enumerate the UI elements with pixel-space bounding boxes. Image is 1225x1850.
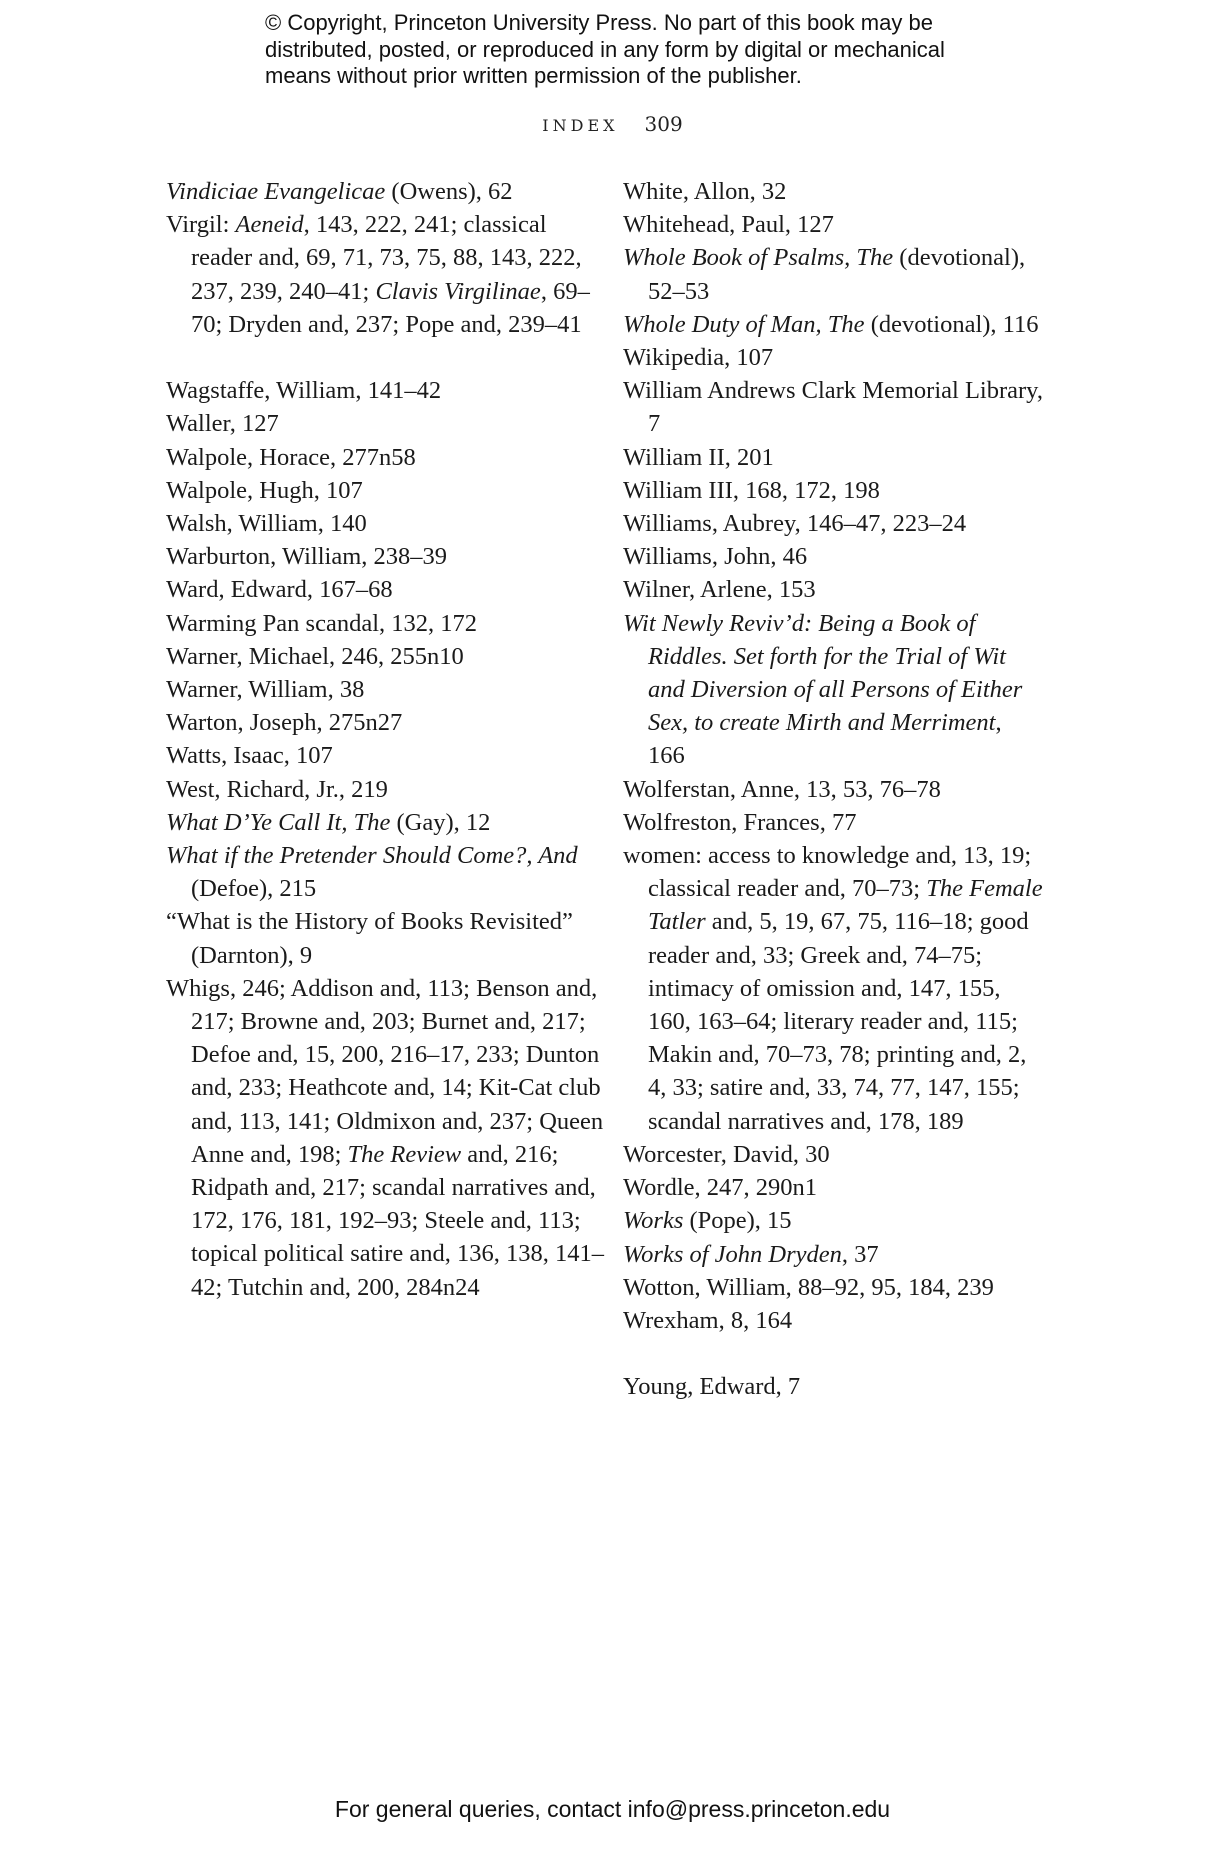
index-entry [166,607,606,640]
index-entry [166,374,606,407]
index-entry-text: Waller, 127 [166,410,279,438]
index-entry [623,308,1043,341]
index-entry [623,474,1043,507]
index-entry-text: Warton, Joseph, 275n27 [166,709,403,737]
index-entry [623,773,1043,806]
index-entry [623,341,1043,374]
index-entry-text: William III, 168, 172, 198 [623,476,880,504]
index-entry-text: and, 216; Ridpath and, 217; scandal narratives and, 172, 176, 181, 192–93; Steele and, 113; topical political satire and, 136, 138, 141–42; Tutchin and, 200, 284n24 [191,1140,605,1301]
index-entry-text: White, Allon, 32 [623,178,787,205]
index-entry [166,474,606,507]
index-entry [166,673,606,706]
index-entry-text: Walsh, William, 140 [166,510,367,538]
index-entry [166,407,606,440]
index-entry [166,175,606,208]
index-entry-text: and, 5, 19, 67, 75, 116–18; good reader and, 33; Greek and, 74–75; intimacy of omission and, 147, 155, 160, 163–64; literary reader and, 115; Makin and, 70–73, 78; printing and, 2, 4, 33; satire and, 33, 74, 77, 147, 155; scandal narratives and, 178, 189 [648,908,1029,1135]
index-entry [623,607,1043,773]
index-entry-text: Wotton, William, 88–92, 95, 184, 239 [623,1273,994,1301]
index-entry-text: Young, Edward, 7 [623,1373,801,1401]
index-entry [623,507,1043,540]
index-entry-title: What if the Pretender Should Come?, And [166,842,578,870]
index-entry-text: Wolferstan, Anne, 13, 53, 76–78 [623,775,941,803]
index-entry [623,175,1043,208]
index-entry-text: Walpole, Horace, 277n58 [166,443,416,471]
index-entry-text: (Owens), 62 [385,178,513,205]
index-entry [166,972,606,1304]
index-entry [623,1171,1043,1204]
index-entry [166,573,606,606]
index-entry-text: (devotional), 52–53 [648,244,1026,305]
index-entry-title: The Review [347,1140,462,1168]
index-entry-text: Worcester, David, 30 [623,1140,830,1168]
index-entry [166,905,606,971]
index-entry-title: Clavis Virgilinae [375,277,541,305]
copyright-notice [265,10,1025,90]
index-entry [166,839,606,905]
index-entry [166,806,606,839]
index-entry [166,706,606,739]
index-entry-text: Warner, William, 38 [166,676,365,704]
index-entry-text: Wagstaffe, William, 141–42 [166,377,442,405]
index-entry-text: (Defoe), 215 [191,875,317,903]
index-entry-text: women: access to knowledge and, 13, 19; classical reader and, 70–73; [623,842,1032,903]
index-entry-title: Aeneid [235,211,304,239]
index-entry-text: , 69–70; Dryden and, 237; Pope and, 239–41 [191,277,590,338]
index-column-right [623,175,1043,1404]
index-entry-text: “What is the History of Books Revisited” (Darnton), 9 [166,908,573,969]
index-entry-text: Wilner, Arlene, 153 [623,576,816,604]
copyright-line: means without prior written permission of the publisher. [265,63,802,88]
index-entry [623,374,1043,440]
index-entry [623,1204,1043,1237]
index-entry-text: Virgil: [166,211,236,239]
index-entry [623,441,1043,474]
index-entry [623,208,1043,241]
index-entry-text: Warming Pan scandal, 132, 172 [166,609,478,637]
index-entry-text: Wolfreston, Frances, 77 [623,808,857,836]
index-entry-text: Whigs, 246; Addison and, 113; Benson and, 217; Browne and, 203; Burnet and, 217; Defoe and, 15, 200, 216–17, 233; Dunton and, 233; Heathcote and, 14; Kit-Cat club and, 113, 141; Oldmixon and, 237; Queen Anne and, 198; [166,974,604,1168]
index-entry-text: Williams, John, 46 [623,543,808,571]
running-header [0,112,1225,136]
index-entry-text: William Andrews Clark Memorial Library, 7 [623,377,1043,438]
index-entry [623,806,1043,839]
index-entry-title: What D’Ye Call It, The [166,808,391,836]
copyright-line: © Copyright, Princeton University Press. No part of this book may be [265,10,933,35]
index-entry-text: Wrexham, 8, 164 [623,1306,793,1334]
index-entry-text: Watts, Isaac, 107 [166,742,333,770]
index-entry-title: The Female Tatler [648,875,1043,936]
index-entry-text: , 166 [648,709,1002,770]
index-entry-text: , 37 [841,1240,879,1268]
index-entry-text: Williams, Aubrey, 146–47, 223–24 [623,510,967,538]
index-entry [623,839,1043,1138]
index-entry-text: West, Richard, Jr., 219 [166,775,388,803]
index-entry-title: Wit Newly Reviv’d: Being a Book of Riddles. Set forth for the Trial of Wit and Diversion of all Persons of Either Sex, to create Mirth and Merriment [623,609,1023,737]
index-entry [166,640,606,673]
index-entry [166,739,606,772]
index-entry-text: Ward, Edward, 167–68 [166,576,393,604]
index-entry-text: William II, 201 [623,443,774,471]
header-label: INDEX [542,116,619,135]
index-entry-title: Whole Duty of Man, The [623,310,865,338]
index-entry [623,241,1043,307]
index-entry [166,540,606,573]
index-entry [166,773,606,806]
index-entry [623,540,1043,573]
index-entry-text: Wordle, 247, 290n1 [623,1174,818,1202]
index-entry-text: (Pope), 15 [683,1207,792,1235]
index-entry-text: Warner, Michael, 246, 255n10 [166,642,464,670]
index-entry-text: , 143, 222, 241; classical reader and, 69, 71, 73, 75, 88, 143, 222, 237, 239, 240–41; [191,211,582,305]
copyright-line: distributed, posted, or reproduced in any form by digital or mechanical [265,36,945,62]
index-entry-text: Whitehead, Paul, 127 [623,211,834,239]
index-entry [623,573,1043,606]
index-entry [166,208,606,341]
index-entry-title: Works [623,1207,684,1235]
index-entry-title: Whole Book of Psalms, The [623,244,894,272]
index-entry-text: (Gay), 12 [390,808,491,836]
index-entry [166,507,606,540]
index-entry [623,1370,1043,1403]
index-entry-text: (devotional), 116 [864,310,1039,338]
page-number: 309 [644,112,683,136]
index-entry [623,1238,1043,1271]
index-entry-title: Works of John Dryden [623,1240,842,1268]
index-entry [623,1271,1043,1304]
index-entry-text: Wikipedia, 107 [623,344,774,372]
index-entry-text: Warburton, William, 238–39 [166,543,448,571]
index-column-left [166,175,606,1304]
index-entry-text: Walpole, Hugh, 107 [166,476,363,504]
index-entry-title: Vindiciae Evangelicae [166,178,386,205]
index-entry [166,441,606,474]
index-entry [623,1138,1043,1171]
footer-contact: For general queries, contact info@press.princeton.edu [334,1796,891,1822]
index-entry [623,1304,1043,1337]
